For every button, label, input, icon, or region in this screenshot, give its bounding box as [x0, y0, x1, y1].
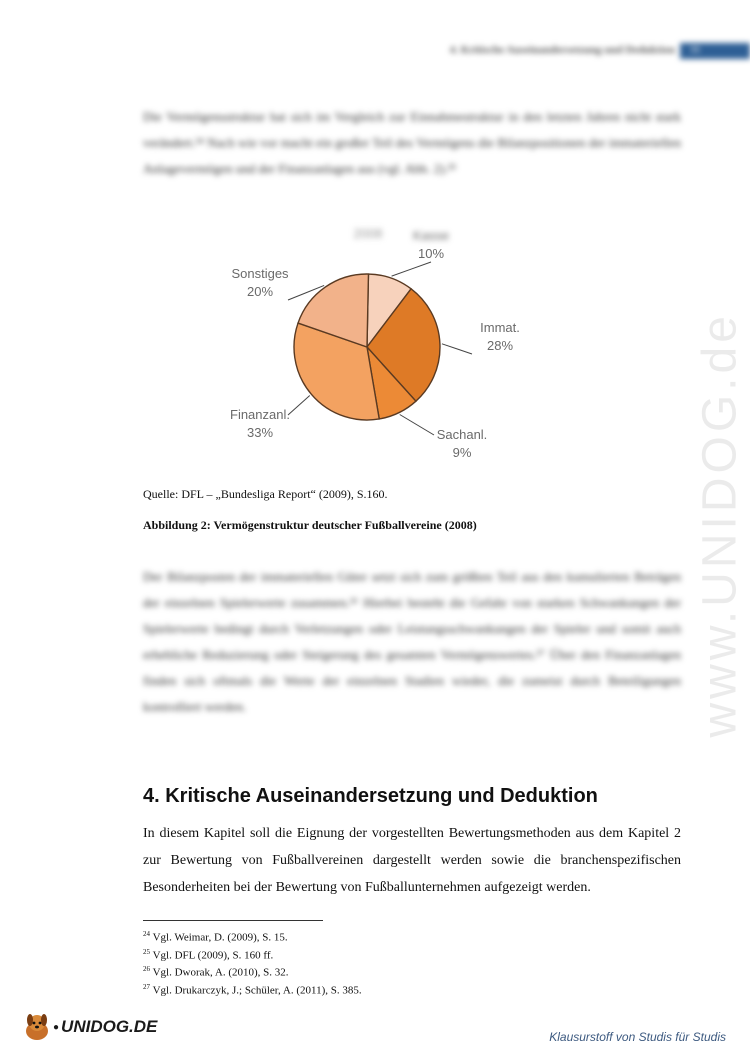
page-number: 11	[690, 44, 701, 55]
pie-label: Immat.	[480, 320, 520, 335]
watermark-text: www.UNIDOG.de	[693, 312, 747, 738]
footnote: $^{26}$ Vgl. Dworak, A. (2010), S. 32.	[143, 965, 289, 979]
footnote: $^{25}$ Vgl. DFL (2009), S. 160 ff.	[143, 947, 274, 962]
pie-label: Sachanl.	[436, 427, 488, 442]
footnote: $^{24}$ Vgl. Weimar, D. (2009), S. 15.	[143, 930, 288, 944]
logo-text: UNIDOG.DE	[61, 1017, 158, 1036]
pie-label: Sonstiges	[231, 266, 289, 281]
pie-value-label: 20%	[246, 284, 274, 299]
body-paragraph-1: Die Vermögensstruktur hat sich im Vergleich zur Einnahmestruktur in den letzten Jahren nicht stark verändert.²⁴ Nach wie vor macht ein großer Teil des Vermögens die Bilanzpositionen der immateriellen Anlagevermögen und der Finanzanlagen aus (vgl. Abb. 2).²⁵	[143, 109, 681, 176]
chart-title: 2008	[353, 226, 383, 241]
paw-icon: ●	[53, 1021, 60, 1033]
pie-leader-line	[392, 262, 431, 276]
pie-label: Kasse	[412, 228, 450, 243]
pie-value-label: 28%	[486, 338, 514, 353]
footnote: $^{27}$ Vgl. Drukarczyk, J.; Schüler, A. (2011), S. 385.	[143, 982, 362, 997]
section-paragraph: In diesem Kapitel soll die Eignung der vorgestellten Bewertungsmethoden aus dem Kapitel 2 zur Bewertung von Fußballvereinen dargestellt werden sowie die branchenspezifischen Besonderheiten bei der Bewertung von Fußballunternehmen aufgezeigt werden.	[143, 826, 681, 895]
pie-leader-line	[442, 344, 472, 354]
dog-icon	[22, 1012, 52, 1042]
pie-leader-line	[288, 395, 310, 415]
pie-value-label: 10%	[417, 246, 445, 261]
figure-caption: Abbildung 2: Vermögenstruktur deutscher Fußballvereine (2008)	[143, 518, 477, 532]
pie-chart	[200, 220, 540, 480]
pie-chart-svg	[200, 220, 540, 480]
pie-label: Finanzanl.	[230, 407, 290, 422]
unidog-logo	[22, 1012, 157, 1042]
footnote-divider	[143, 920, 323, 921]
pie-leader-line	[400, 414, 434, 435]
running-header: 4. Kritische Auseinandersetzung und Deduktion	[449, 44, 675, 56]
footnotes	[143, 927, 362, 998]
section-heading: 4. Kritische Auseinandersetzung und Deduktion	[143, 785, 598, 807]
footer-tagline: Klausurstoff von Studis für Studis	[549, 1030, 726, 1044]
pie-value-label: 33%	[246, 425, 274, 440]
body-paragraph-2: Der Bilanzposten der immateriellen Güter setzt sich zum größten Teil aus den kumulierten Beträgen der einzelnen Spielerwerte zusammen.²⁶ Hierbei besteht die Gefahr von starken Schwankungen der Spielerwerte bedingt durch Verletzungen oder Leistungsschwankungen der Spieler und somit auch erhebliche Reduzierung oder Steigerung des gesamten Vermögenswertes.²⁷ Über den Finanzanlagen finden sich oftmals die Werte der einzelnen Stadien wieder, die zumeist durch Beteiligungen kontrolliert werden.	[143, 569, 681, 714]
pie-value-label: 9%	[452, 445, 472, 460]
figure-source: Quelle: DFL – „Bundesliga Report“ (2009), S.160.	[143, 487, 388, 501]
